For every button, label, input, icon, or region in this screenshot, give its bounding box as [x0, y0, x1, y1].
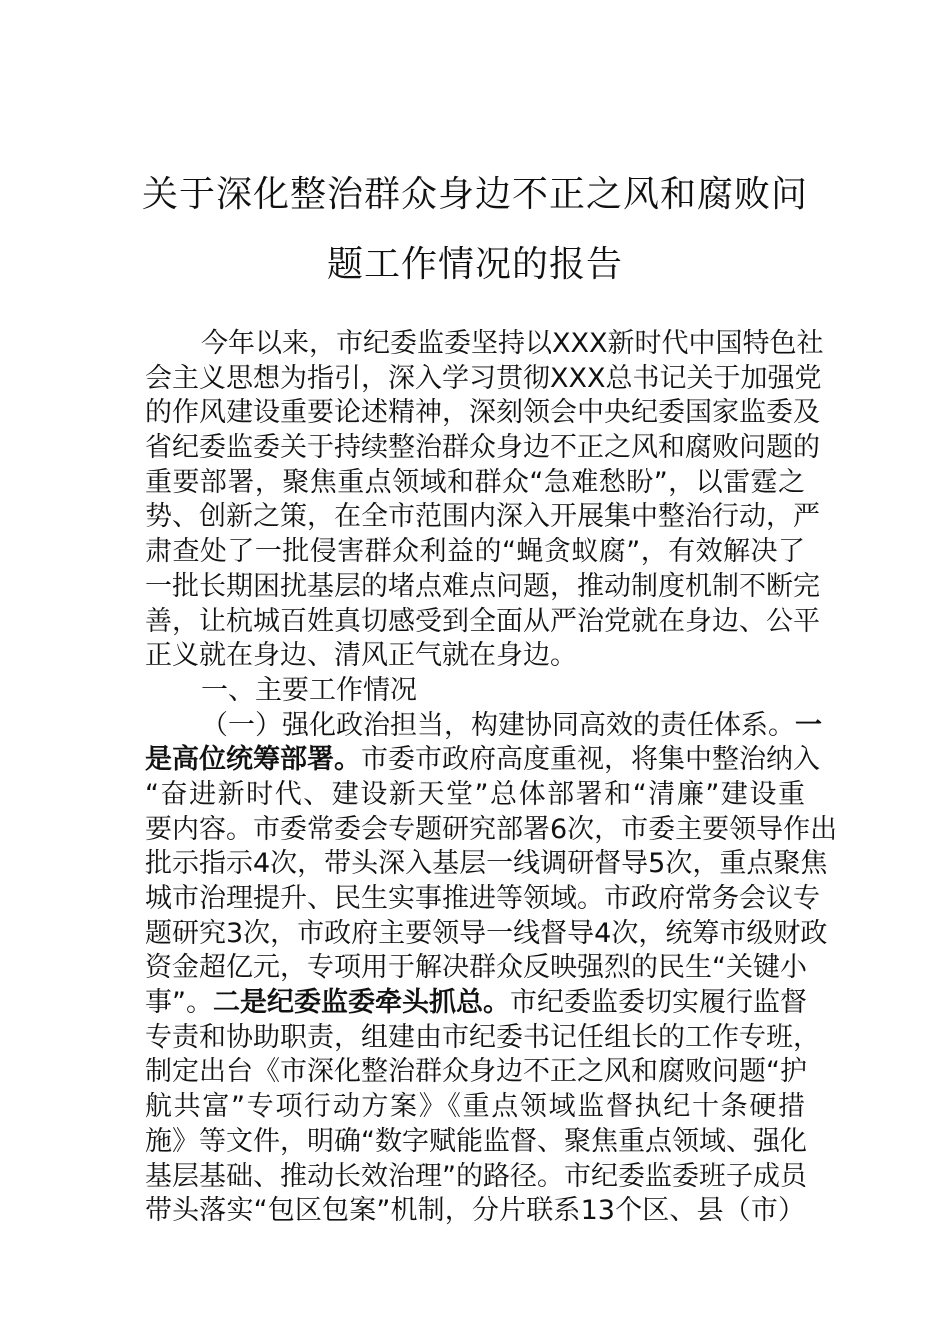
text-line [145, 1055, 805, 1090]
text-line [145, 605, 820, 640]
text-run: 批示指示4次，带头深入基层一线调研督导5次，重点聚焦 [145, 848, 828, 880]
text-run: （一）强化政治担当，构建协同高效的责任体系。 [201, 709, 795, 741]
text-run: 势、创新之策，在全市范围内深入开展集中整治行动，严 [145, 501, 820, 533]
text-line [145, 362, 822, 397]
text-line [145, 709, 822, 744]
text-line [145, 1194, 805, 1229]
document-title-line-2: 题工作情况的报告 [326, 244, 623, 285]
text-run: 制定出台《市深化整治群众身边不正之风和腐败问题“护 [145, 1056, 807, 1088]
text-line [145, 327, 824, 362]
text-line [145, 570, 820, 605]
text-line [145, 674, 805, 709]
document-body [145, 327, 838, 1229]
text-run: 基层基础、推动长效治理”的路径。市纪委监委班子成员 [145, 1160, 807, 1192]
text-run: 市委市政府高度重视，将集中整治纳入 [361, 744, 820, 776]
text-run: 正义就在身边、清风正气就在身边。 [145, 640, 577, 672]
text-run: 题研究3次，市政府主要领导一线督导4次，统筹市级财政 [145, 917, 828, 949]
text-run: 市纪委监委切实履行监督 [510, 987, 807, 1019]
text-line [145, 951, 805, 986]
text-run: 航共富”专项行动方案》《重点领域监督执纪十条硬措 [145, 1091, 805, 1123]
text-line [145, 917, 828, 952]
text-line [145, 1160, 805, 1195]
text-line [145, 1021, 820, 1056]
text-line [145, 1125, 805, 1160]
text-run: 城市治理提升、民生实事推进等领域。市政府常务会议专 [145, 883, 820, 914]
text-run: 一、主要工作情况 [201, 674, 417, 706]
text-run: 会主义思想为指引，深入学习贯彻XXX总书记关于加强党 [145, 362, 822, 394]
text-run: 省纪委监委关于持续整治群众身边不正之风和腐败问题的 [145, 432, 820, 464]
text-run: 的作风建设重要论述精神，深刻领会中央纪委国家监委及 [145, 397, 820, 429]
text-line [145, 500, 820, 535]
text-line [145, 986, 805, 1021]
bold-text-run: 是高位统筹部署。 [145, 744, 361, 776]
text-run: 资金超亿元，专项用于解决群众反映强烈的民生“关键小 [145, 952, 807, 984]
text-run: 施》等文件，明确“数字赋能监督、聚焦重点领域、强化 [145, 1125, 807, 1157]
document-title-line-1: 关于深化整治群众身边不正之风和腐败问 [141, 174, 808, 215]
text-line [145, 396, 820, 431]
text-run: 今年以来，市纪委监委坚持以XXX新时代中国特色社 [201, 328, 824, 359]
text-run: 事”。 [145, 987, 213, 1019]
bold-text-run: 一 [795, 709, 822, 741]
text-line [145, 813, 838, 848]
bold-text-run: 二是纪委监委牵头抓总。 [213, 987, 510, 1019]
text-run: 一批长期困扰基层的堵点难点问题，推动制度机制不断完 [145, 570, 820, 602]
text-line [145, 847, 828, 882]
text-line [145, 778, 805, 813]
text-line [145, 882, 820, 917]
text-run: 要内容。市委常委会专题研究部署6次，市委主要领导作出 [145, 813, 838, 845]
text-run: 肃查处了一批侵害群众利益的“蝇贪蚁腐”，有效解决了 [145, 536, 805, 568]
text-run: 带头落实“包区包案”机制，分片联系13个区、县（市） [145, 1195, 805, 1227]
text-line [145, 466, 805, 501]
text-run: 专责和协助职责，组建由市纪委书记任组长的工作专班， [145, 1021, 820, 1053]
text-run: “奋进新时代、建设新天堂”总体部署和“清廉”建设重 [145, 778, 805, 810]
text-line [145, 1090, 805, 1125]
text-line [145, 639, 805, 674]
text-line [145, 431, 820, 466]
text-run: 善，让杭城百姓真切感受到全面从严治党就在身边、公平 [145, 605, 820, 637]
text-run: 重要部署，聚焦重点领域和群众“急难愁盼”，以雷霆之 [145, 466, 805, 498]
text-line [145, 743, 820, 778]
text-line [145, 535, 805, 570]
